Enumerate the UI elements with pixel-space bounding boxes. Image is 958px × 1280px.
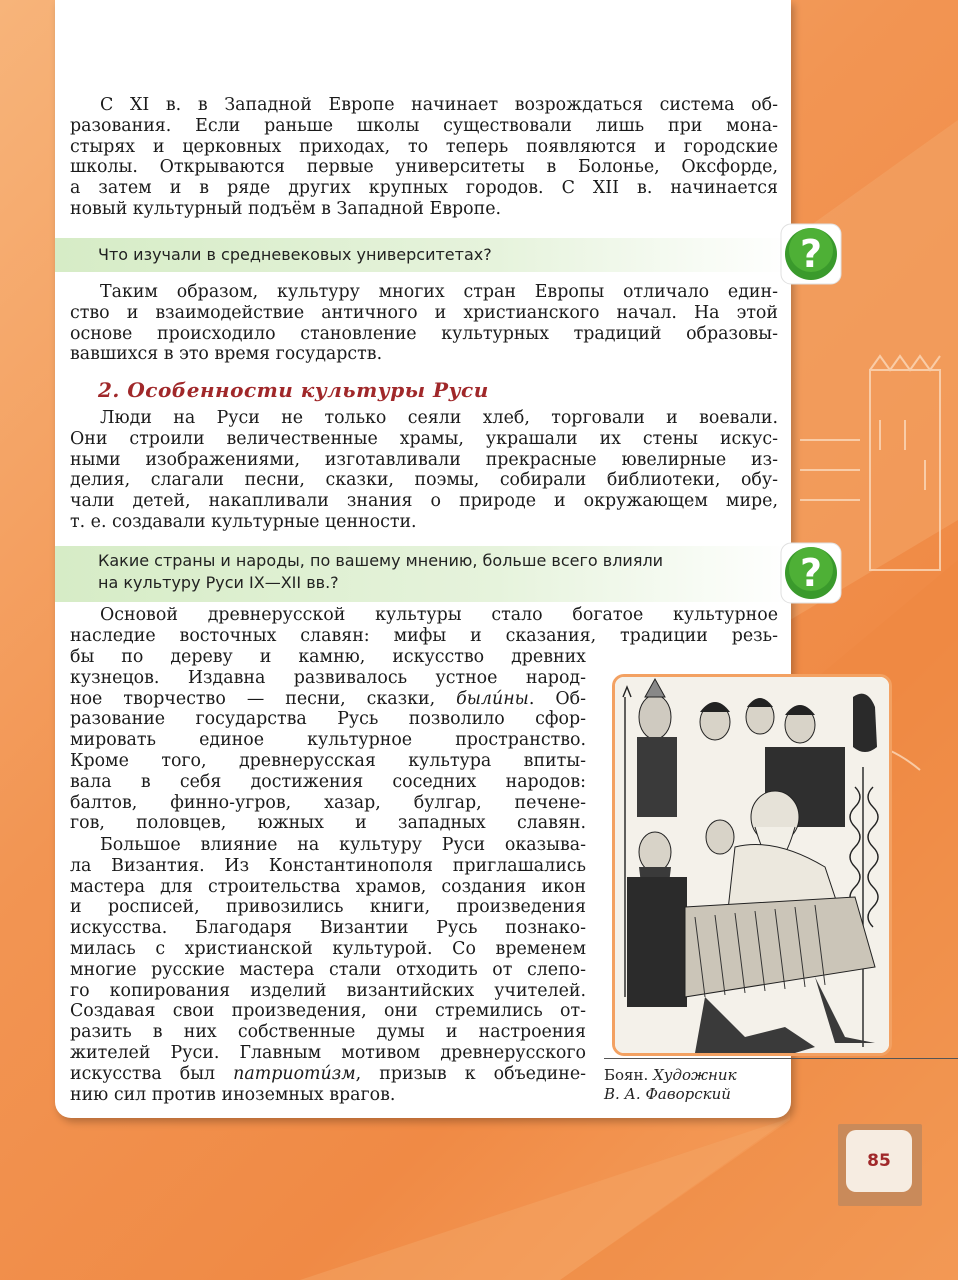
text-line: а затем и в ряде других крупных городов. С XII в. начинается <box>70 178 778 199</box>
engraving-figures <box>615 677 889 1053</box>
text-line: Основой древнерусской культуры стало богатое культурное <box>100 605 778 625</box>
text-line: мировать единое культурное пространство. <box>70 730 586 751</box>
text-line: искусства был патриотúзм, призыв к объедине- <box>70 1063 586 1084</box>
text-line: ное творчество — песни, сказки, былúны. Об- <box>70 688 586 709</box>
text-line: Большое влияние на культуру Руси оказыва- <box>100 835 586 855</box>
text-line: Создавая свои произведения, они стремились от- <box>70 1001 586 1022</box>
illustration-caption <box>604 1066 804 1104</box>
text-line: балтов, финно-угров, хазар, булгар, печене- <box>70 792 586 813</box>
text-line: ство и взаимодействие античного и христианского начал. На этой <box>70 302 778 323</box>
paragraph-rus-people <box>70 408 778 533</box>
paragraph-rus-heritage-continued <box>70 647 586 834</box>
caption-divider <box>604 1058 958 1059</box>
text-line: ла Византия. Из Константинополя приглашались <box>70 855 586 876</box>
text-line: Они строили величественные храмы, украшали их стены искус- <box>70 428 778 449</box>
question-icon <box>779 541 843 605</box>
text-line: школы. Открываются первые университеты в Болонье, Оксфорде, <box>70 157 778 178</box>
paragraph-byzantium <box>70 835 586 1105</box>
text-line: жителей Руси. Главным мотивом древнерусского <box>70 1042 586 1063</box>
text-line: разования. Если раньше школы существовали лишь при мона- <box>70 115 778 136</box>
text-line: разование государства Русь позволило сфор- <box>70 709 586 730</box>
question-mark-glyph: ? <box>799 232 823 276</box>
text-line: стырях и церковных приходах, то теперь появляются и городские <box>70 136 778 157</box>
text-line: и росписей, привозились книги, произведения <box>70 897 586 918</box>
text-line: многие русские мастера стали отходить от слепо- <box>70 959 586 980</box>
text-line: кузнецов. Издавна развивалось устное народ- <box>70 667 586 688</box>
section-heading: 2. Особенности культуры Руси <box>98 378 489 402</box>
question-2-line: Какие страны и народы, по вашему мнению, больше всего влияли <box>98 551 664 570</box>
term-patriotism: патриотúзм <box>233 1063 356 1084</box>
caption-line-1: Боян. Художник <box>604 1066 737 1084</box>
caption-line-2: В. А. Фаворский <box>604 1085 731 1103</box>
question-mark-glyph: ? <box>799 551 823 595</box>
text-line: т. е. создавали культурные ценности. <box>70 511 417 532</box>
text-line: нию сил против иноземных врагов. <box>70 1084 396 1105</box>
question-2-line: на культуру Руси IX—XII вв.? <box>98 573 339 592</box>
text-line: Люди на Руси не только сеяли хлеб, торговали и воевали. <box>100 408 778 428</box>
text-line: вавшихся в это время государств. <box>70 344 383 365</box>
question-2-text <box>98 550 663 594</box>
text-line: Кроме того, древнерусская культура впиты- <box>70 750 586 771</box>
question-1-text: Что изучали в средневековых университетах? <box>98 245 492 264</box>
paragraph-education-europe <box>70 95 778 220</box>
text-line: искусства. Благодаря Византии Русь познако- <box>70 918 586 939</box>
text-line: вала в себя достижения соседних народов: <box>70 771 586 792</box>
illustration-boyan <box>612 674 892 1056</box>
text-line: разить в них собственные думы и настроения <box>70 1022 586 1043</box>
text-line: милась с христианской культурой. Со временем <box>70 938 586 959</box>
text-line: го копирования изделий византийских учителей. <box>70 980 586 1001</box>
text-line: С XI в. в Западной Европе начинает возрождаться система об- <box>100 95 778 115</box>
text-line: новый культурный подъём в Западной Европе. <box>70 198 502 219</box>
text-line: бы по дереву и камню, искусство древних <box>70 647 586 667</box>
text-line: делия, слагали песни, сказки, поэмы, собирали библиотеки, обу- <box>70 470 778 491</box>
text-line: чали детей, накапливали знания о природе и окружающем мире, <box>70 491 778 512</box>
page-number: 85 <box>846 1130 912 1192</box>
question-icon <box>779 222 843 286</box>
term-byliny: былúны <box>456 688 529 709</box>
text-line: основе происходило становление культурных традиций образовы- <box>70 323 778 344</box>
text-line: наследие восточных славян: мифы и сказания, традиции резь- <box>70 625 778 646</box>
text-line: ными изображениями, изготавливали прекрасные ювелирные из- <box>70 449 778 470</box>
paragraph-rus-heritage <box>70 605 778 647</box>
text-line: гов, половцев, южных и западных славян. <box>70 813 586 834</box>
text-line: Таким образом, культуру многих стран Европы отличало един- <box>100 282 778 302</box>
paragraph-culture-europe <box>70 282 778 365</box>
text-line: мастера для строительства храмов, создания икон <box>70 876 586 897</box>
